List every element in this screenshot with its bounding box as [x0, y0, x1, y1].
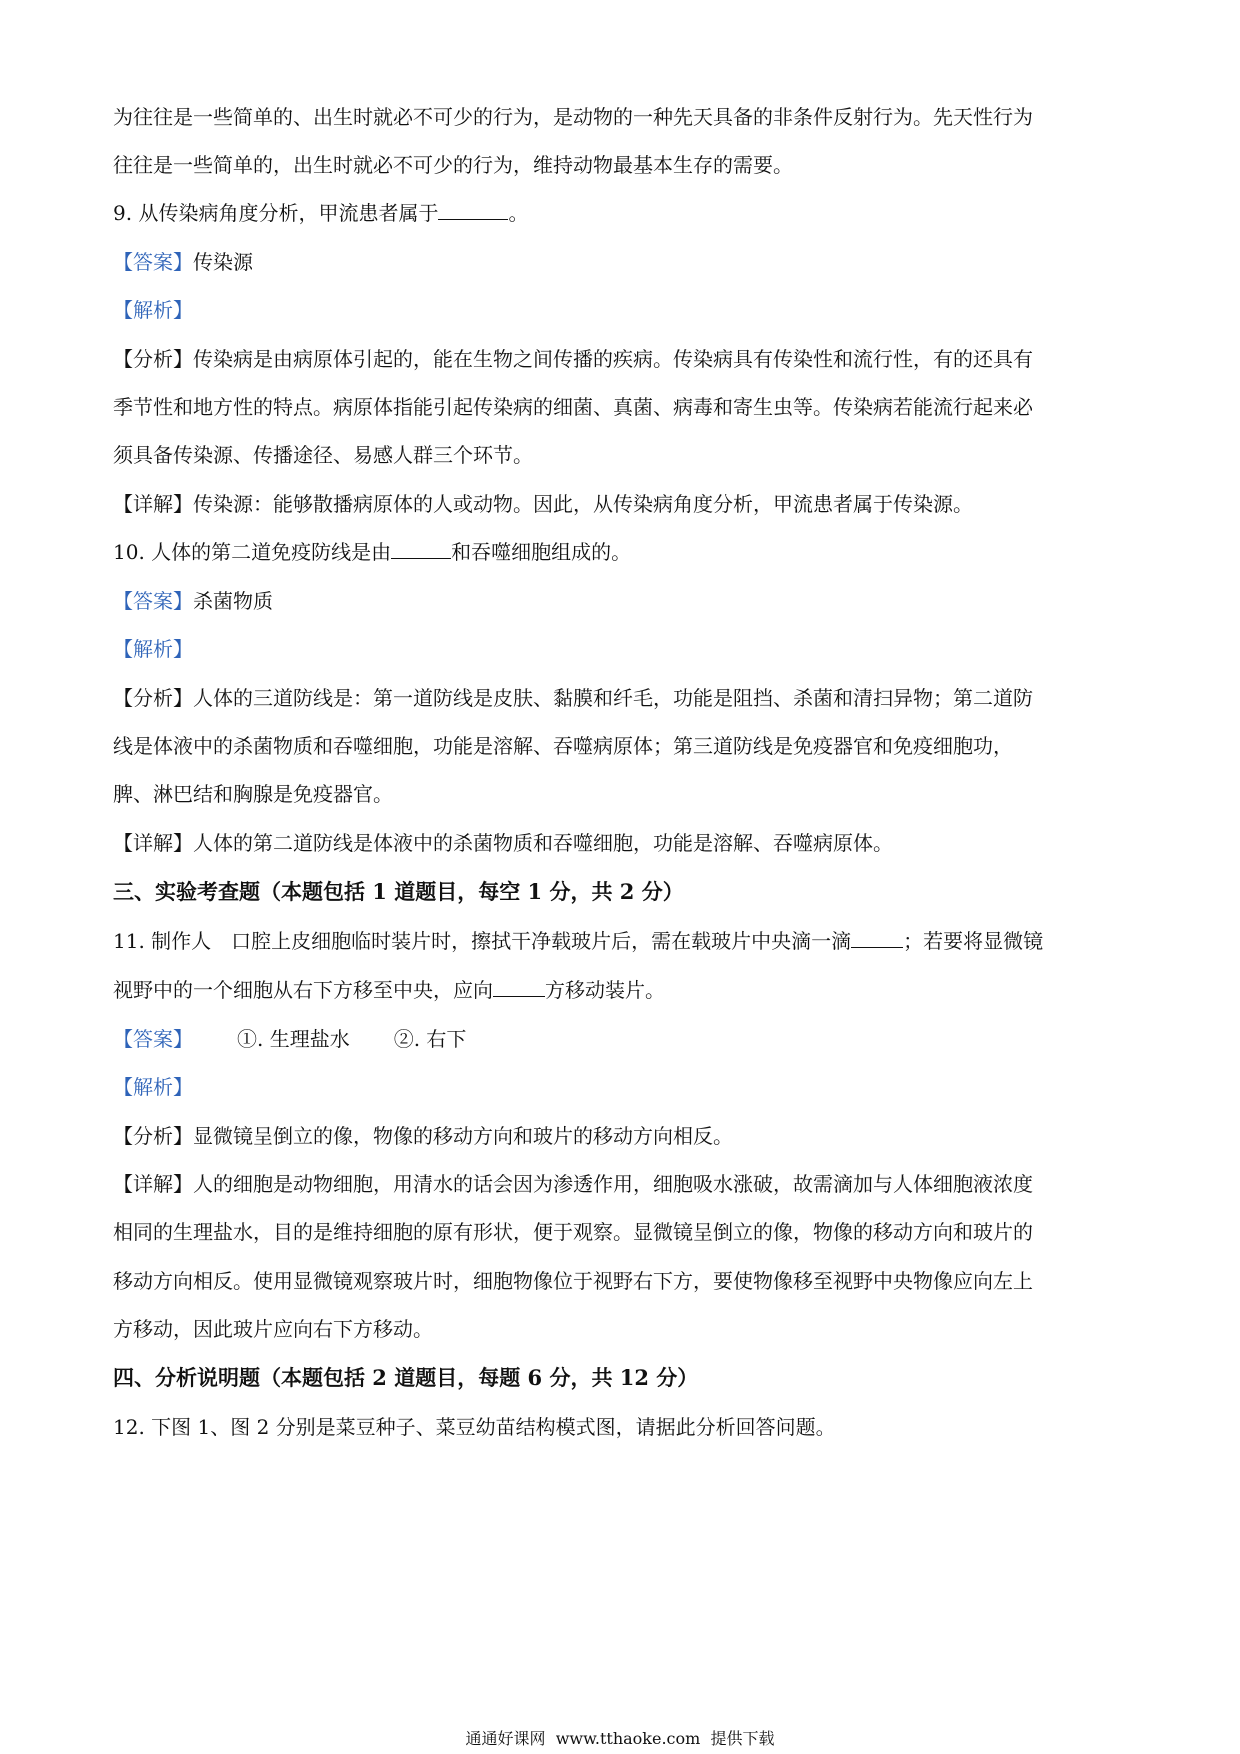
answer-blank: [851, 927, 903, 948]
q9-xiangjie: 【详解】传染源：能够散播病原体的人或动物。因此，从传染病角度分析，甲流患者属于传染源。: [113, 492, 973, 516]
q9-answer: 【答案】传染源: [113, 250, 253, 274]
answer-blank: [493, 976, 545, 997]
text-line: 脾、淋巴结和胸腺是免疫器官。: [113, 782, 393, 806]
question-9: 9. 从传染病角度分析，甲流患者属于 。: [113, 201, 529, 225]
q10-analysis-label: 【解析】: [113, 637, 193, 661]
q11-answer: 【答案】 ①. 生理盐水 ②. 右下: [113, 1027, 467, 1051]
section-heading: 四、分析说明题（本题包括 2 道题目，每题 6 分，共 12 分）: [113, 1365, 699, 1390]
text-line: 往往是一些简单的，出生时就必不可少的行为，维持动物最基本生存的需要。: [113, 153, 793, 177]
text-line: 移动方向相反。使用显微镜观察玻片时，细胞物像位于视野右下方，要使物像移至视野中央物像应向左上: [113, 1269, 1033, 1293]
text-line: 线是体液中的杀菌物质和吞噬细胞，功能是溶解、吞噬病原体；第三道防线是免疫器官和免疫细胞功，: [113, 734, 1013, 758]
question-10: 10. 人体的第二道免疫防线是由 和吞噬细胞组成的。: [113, 540, 632, 564]
text-line: 须具备传染源、传播途径、易感人群三个环节。: [113, 443, 533, 467]
question-11: 11. 制作人 口腔上皮细胞临时装片时，擦拭干净载玻片后，需在载玻片中央滴一滴 ；若要将显微镜: [113, 929, 1044, 953]
answer-blank: [391, 538, 451, 559]
question-12: 12. 下图 1、图 2 分别是菜豆种子、菜豆幼苗结构模式图，请据此分析回答问题。: [113, 1415, 836, 1439]
section-heading: 三、实验考查题（本题包括 1 道题目，每空 1 分，共 2 分）: [113, 879, 684, 904]
q10-xiangjie: 【详解】人体的第二道防线是体液中的杀菌物质和吞噬细胞，功能是溶解、吞噬病原体。: [113, 831, 893, 855]
q10-fenxi: 【分析】人体的三道防线是：第一道防线是皮肤、黏膜和纤毛，功能是阻挡、杀菌和清扫异物；第二道防: [113, 686, 1033, 710]
text-line: 季节性和地方性的特点。病原体指能引起传染病的细菌、真菌、病毒和寄生虫等。传染病若能流行起来必: [113, 395, 1033, 419]
page-footer: 通通好课网 www.tthaoke.com 提供下载: [465, 1729, 775, 1748]
footer-link[interactable]: www.tthaoke.com: [555, 1729, 701, 1748]
q9-fenxi: 【分析】传染病是由病原体引起的，能在生物之间传播的疾病。传染病具有传染性和流行性，有的还具有: [113, 347, 1033, 371]
q11-fenxi: 【分析】显微镜呈倒立的像，物像的移动方向和玻片的移动方向相反。: [113, 1124, 733, 1148]
text-line: 方移动，因此玻片应向右下方移动。: [113, 1317, 433, 1341]
q11-analysis-label: 【解析】: [113, 1075, 193, 1099]
q10-answer: 【答案】杀菌物质: [113, 589, 273, 613]
answer-blank: [438, 199, 508, 220]
text-line: 视野中的一个细胞从右下方移至中央，应向 方移动装片。: [113, 978, 665, 1002]
q11-xiangjie: 【详解】人的细胞是动物细胞，用清水的话会因为渗透作用，细胞吸水涨破，故需滴加与人体细胞液浓度: [113, 1172, 1033, 1196]
text-line: 相同的生理盐水，目的是维持细胞的原有形状，便于观察。显微镜呈倒立的像，物像的移动方向和玻片的: [113, 1220, 1033, 1244]
q9-analysis-label: 【解析】: [113, 298, 193, 322]
text-line: 为往往是一些简单的、出生时就必不可少的行为，是动物的一种先天具备的非条件反射行为。先天性行为: [113, 105, 1033, 129]
